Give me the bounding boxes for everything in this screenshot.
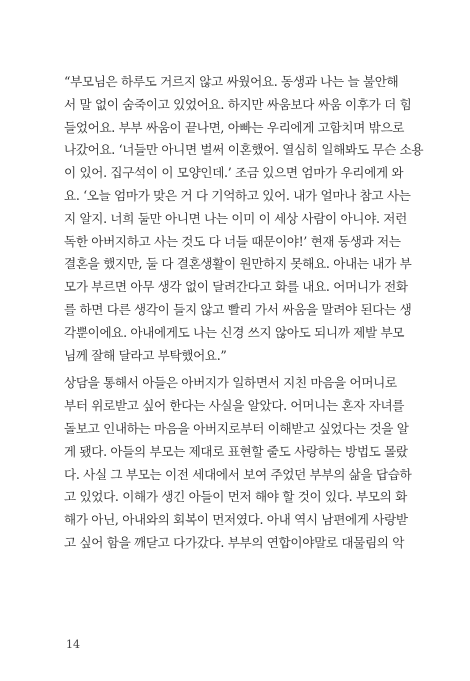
text-line: 서 말 없이 숨죽이고 있었어요. 하지만 싸움보다 싸움 이후가 더 힘 [64,96,412,112]
text-line: 독한 아버지하고 사는 것도 다 너들 때문이야!’ 현재 동생과 저는 [64,233,401,249]
text-line: 모가 부르면 아무 생각 없이 달려간다고 화를 내요. 어머니가 전화 [64,279,408,295]
text-line: 상담을 통해서 아들은 아버지가 일하면서 지친 마음을 어머니로 [64,375,397,391]
text-line: 고 있었다. 이해가 생긴 아들이 먼저 해야 할 것이 있다. 부모의 화 [64,489,407,505]
text-line: 를 하면 다른 생각이 들지 않고 빨리 가서 싸움을 말려야 된다는 생 [64,301,412,317]
text-line: 각뿐이에요. 아내에게도 나는 신경 쓰지 않아도 되니까 제발 부모 [64,324,405,340]
text-line: “부모님은 하루도 거르지 않고 싸웠어요. 동생과 나는 늘 불안해 [64,74,399,89]
page-number: 14 [66,638,80,651]
text-line: 이 있어. 집구석이 이 모양인데.’ 조금 있으면 엄마가 우리에게 와 [64,165,404,181]
narrative-paragraph [64,372,410,554]
text-line: 요. ‘오늘 엄마가 맞은 거 다 기억하고 있어. 내가 얼마나 참고 사는 [64,187,411,203]
text-line: 결혼을 했지만, 둘 다 결혼생활이 원만하지 못해요. 아내는 내가 부 [64,256,412,272]
text-line: 지 알지. 너희 둘만 아니면 나는 이미 이 세상 사람이 아니야. 저런 [64,210,407,226]
text-line: 들었어요. 부부 싸움이 끝나면, 아빠는 우리에게 고함치며 밖으로 [64,119,405,135]
text-line: 나갔어요. ‘너들만 아니면 벌써 이혼했어. 열심히 일해봐도 무슨 소용 [64,142,424,158]
body-text [64,71,424,555]
text-line: 돌보고 인내하는 마음을 아버지로부터 이해받고 싶었다는 것을 알 [64,420,409,436]
text-line: 고 싶어 함을 깨닫고 다가갔다. 부부의 연합이야말로 대물림의 악 [64,534,405,550]
quote-paragraph [64,71,424,367]
text-line: 님께 잘해 달라고 부탁했어요.” [64,347,227,363]
text-line: 해가 아닌, 아내와의 회복이 먼저였다. 아내 역시 남편에게 사랑받 [64,512,408,528]
text-line: 다. 사실 그 부모는 이전 세대에서 보여 주었던 부부의 삶을 답습하 [64,466,412,482]
text-line: 게 됐다. 아들의 부모는 제대로 표현할 줄도 사랑하는 방법도 몰랐 [64,443,408,459]
text-line: 부터 위로받고 싶어 한다는 사실을 알았다. 어머니는 혼자 자녀를 [64,398,405,414]
